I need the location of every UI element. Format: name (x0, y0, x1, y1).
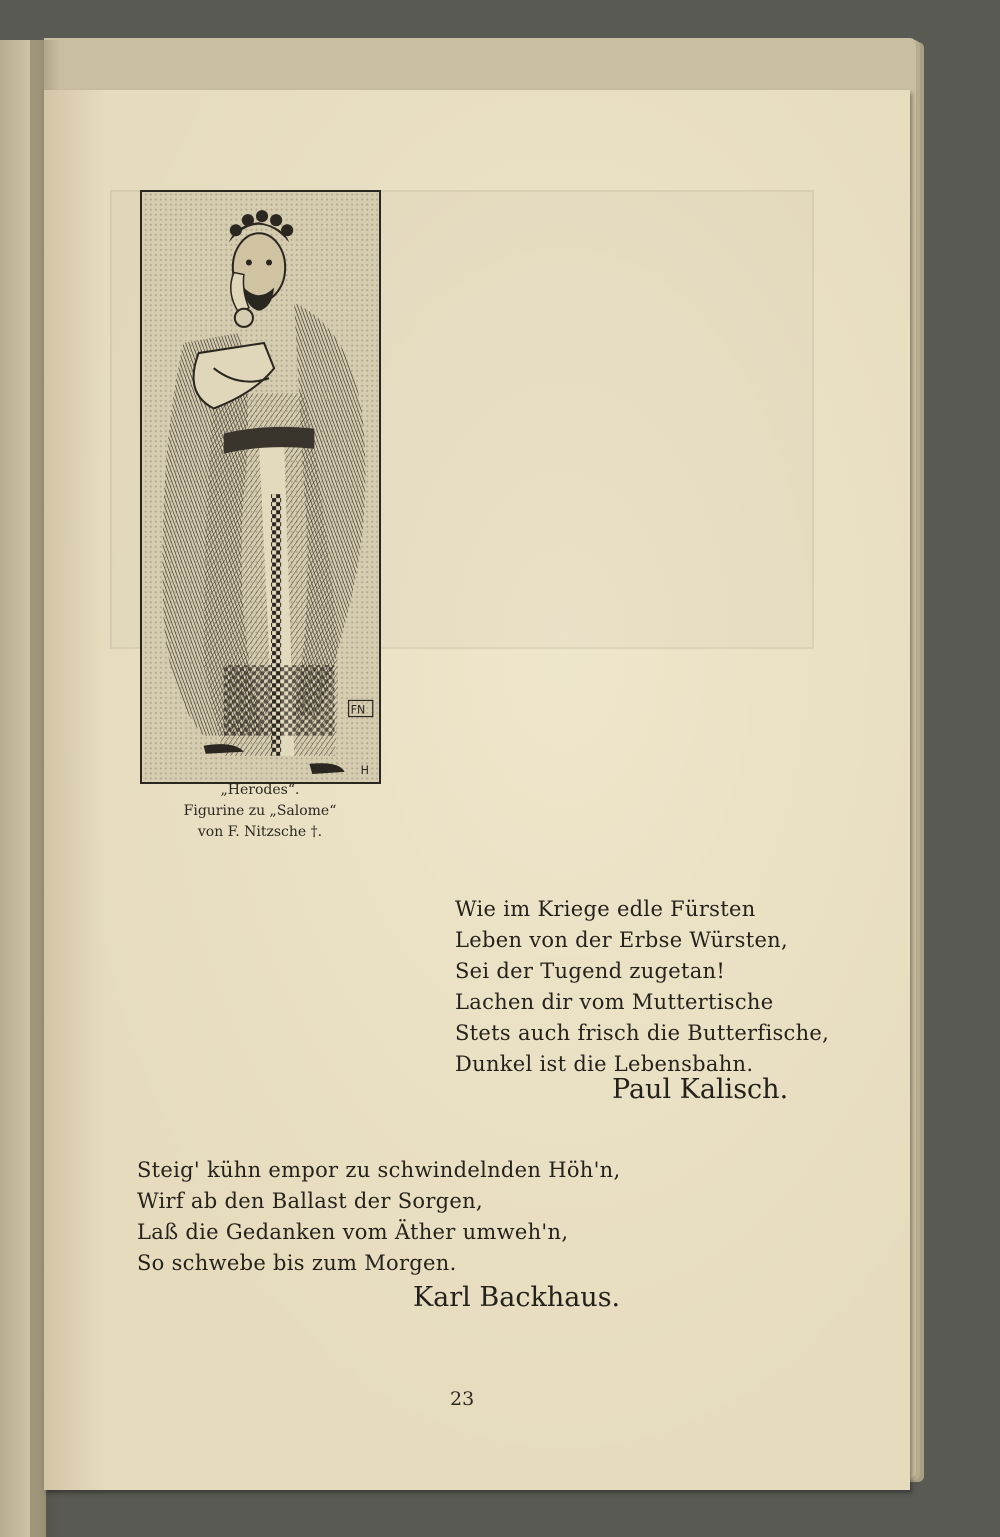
poem-line: Lachen dir vom Muttertische (455, 990, 774, 1014)
poem-line: Laß die Gedanken vom Äther umweh'n, (137, 1220, 569, 1244)
poem-line: Stets auch frisch die Butterfische, (455, 1021, 830, 1045)
illustration-letter: H (360, 763, 370, 777)
caption-line: von F. Nitzsche †. (197, 824, 323, 840)
poem-line: Wirf ab den Ballast der Sorgen, (137, 1189, 483, 1213)
poem-line: So schwebe bis zum Morgen. (137, 1251, 457, 1275)
caption-line: Figurine zu „Salome“ (183, 803, 337, 819)
poem-line: Sei der Tugend zugetan! (455, 959, 726, 983)
figure-caption (150, 780, 370, 843)
author-backhaus: Karl Backhaus. (413, 1282, 621, 1313)
poem-line: Leben von der Erbse Würsten, (455, 928, 788, 952)
poem-line: Wie im Kriege edle Fürsten (455, 897, 756, 921)
page-number: 23 (450, 1388, 475, 1410)
author-kalisch: Paul Kalisch. (612, 1074, 789, 1105)
monogram-text: FN (350, 703, 366, 717)
poem-line: Dunkel ist die Lebensbahn. (455, 1052, 754, 1076)
caption-line: „Herodes“. (220, 782, 300, 798)
poem-kalisch (455, 894, 829, 1080)
poem-line: Steig' kühn empor zu schwindelnden Höh'n, (137, 1158, 621, 1182)
herodes-illustration (140, 190, 381, 784)
poem-backhaus (137, 1155, 620, 1279)
